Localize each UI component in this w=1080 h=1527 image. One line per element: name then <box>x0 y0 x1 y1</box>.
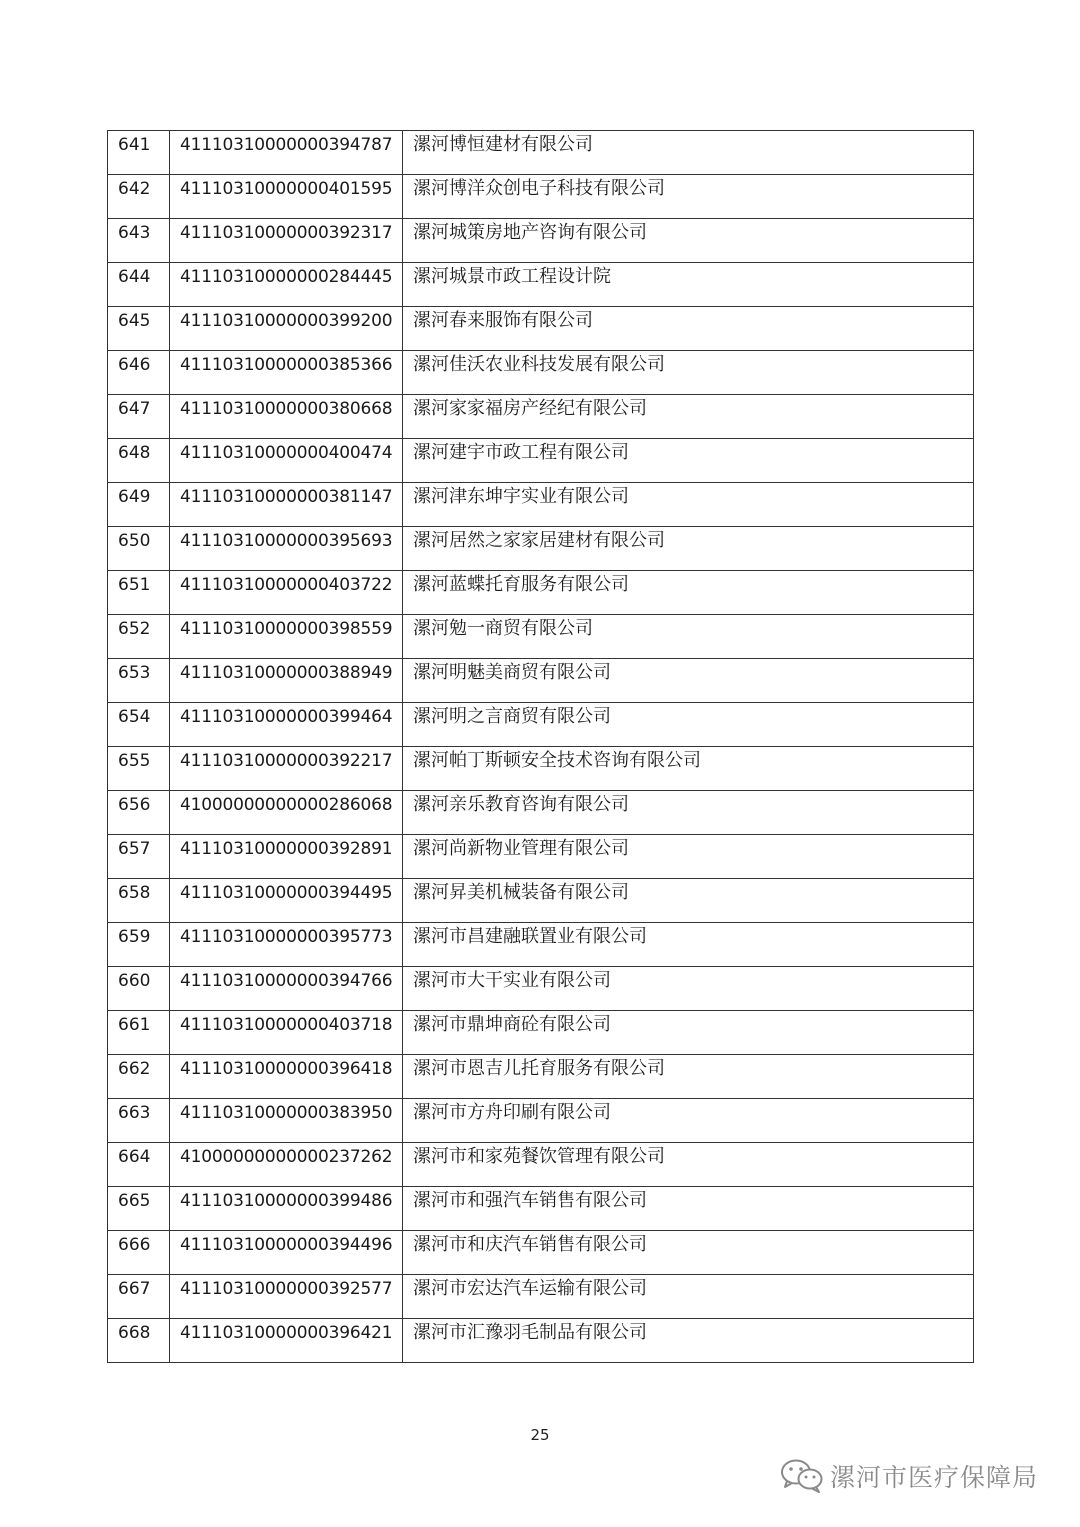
table-row <box>108 1143 974 1187</box>
row-number: 657 <box>108 835 170 879</box>
table-row <box>108 791 974 835</box>
row-company-name: 漯河博恒建材有限公司 <box>403 131 974 175</box>
row-number: 664 <box>108 1143 170 1187</box>
row-code: 41000000000000286068 <box>170 791 403 835</box>
row-number: 654 <box>108 703 170 747</box>
row-number: 643 <box>108 219 170 263</box>
row-company-name: 漯河建宇市政工程有限公司 <box>403 439 974 483</box>
watermark <box>780 1456 1038 1496</box>
row-number: 647 <box>108 395 170 439</box>
row-company-name: 漯河市和家苑餐饮管理有限公司 <box>403 1143 974 1187</box>
row-number: 652 <box>108 615 170 659</box>
row-number: 648 <box>108 439 170 483</box>
row-code: 41110310000000395693 <box>170 527 403 571</box>
row-number: 653 <box>108 659 170 703</box>
table-row <box>108 967 974 1011</box>
table-body <box>108 131 974 1363</box>
row-code: 41110310000000394766 <box>170 967 403 1011</box>
row-code: 41110310000000399464 <box>170 703 403 747</box>
row-company-name: 漯河市和庆汽车销售有限公司 <box>403 1231 974 1275</box>
row-number: 658 <box>108 879 170 923</box>
table-row <box>108 1099 974 1143</box>
row-number: 659 <box>108 923 170 967</box>
table-row <box>108 923 974 967</box>
table-row <box>108 307 974 351</box>
row-company-name: 漯河家家福房产经纪有限公司 <box>403 395 974 439</box>
row-company-name: 漯河市恩吉儿托育服务有限公司 <box>403 1055 974 1099</box>
row-number: 650 <box>108 527 170 571</box>
row-number: 642 <box>108 175 170 219</box>
table-row <box>108 835 974 879</box>
table-row <box>108 1319 974 1363</box>
row-code: 41110310000000403718 <box>170 1011 403 1055</box>
table-row <box>108 703 974 747</box>
table-row <box>108 1011 974 1055</box>
row-company-name: 漯河博洋众创电子科技有限公司 <box>403 175 974 219</box>
row-code: 41110310000000394496 <box>170 1231 403 1275</box>
row-number: 663 <box>108 1099 170 1143</box>
row-number: 645 <box>108 307 170 351</box>
row-number: 668 <box>108 1319 170 1363</box>
row-number: 655 <box>108 747 170 791</box>
table-row <box>108 439 974 483</box>
row-company-name: 漯河城策房地产咨询有限公司 <box>403 219 974 263</box>
table-row <box>108 395 974 439</box>
row-number: 641 <box>108 131 170 175</box>
table-row <box>108 263 974 307</box>
row-company-name: 漯河市昌建融联置业有限公司 <box>403 923 974 967</box>
table-row <box>108 1275 974 1319</box>
table-row <box>108 483 974 527</box>
row-code: 41000000000000237262 <box>170 1143 403 1187</box>
row-number: 661 <box>108 1011 170 1055</box>
row-number: 662 <box>108 1055 170 1099</box>
row-company-name: 漯河明之言商贸有限公司 <box>403 703 974 747</box>
row-company-name: 漯河市大干实业有限公司 <box>403 967 974 1011</box>
row-company-name: 漯河勉一商贸有限公司 <box>403 615 974 659</box>
row-company-name: 漯河亲乐教育咨询有限公司 <box>403 791 974 835</box>
table-row <box>108 1187 974 1231</box>
table-row <box>108 219 974 263</box>
table-row <box>108 527 974 571</box>
row-code: 41110310000000401595 <box>170 175 403 219</box>
row-code: 41110310000000380668 <box>170 395 403 439</box>
row-code: 41110310000000399200 <box>170 307 403 351</box>
table-row <box>108 1055 974 1099</box>
row-code: 41110310000000388949 <box>170 659 403 703</box>
row-code: 41110310000000394495 <box>170 879 403 923</box>
enterprise-table <box>107 130 974 1363</box>
table-row <box>108 1231 974 1275</box>
row-code: 41110310000000392891 <box>170 835 403 879</box>
table-row <box>108 131 974 175</box>
row-company-name: 漯河市方舟印刷有限公司 <box>403 1099 974 1143</box>
page-number: 25 <box>530 1426 550 1444</box>
row-company-name: 漯河市宏达汽车运输有限公司 <box>403 1275 974 1319</box>
row-code: 41110310000000398559 <box>170 615 403 659</box>
table-row <box>108 659 974 703</box>
wechat-icon <box>780 1458 824 1494</box>
row-number: 667 <box>108 1275 170 1319</box>
row-company-name: 漯河佳沃农业科技发展有限公司 <box>403 351 974 395</box>
row-number: 666 <box>108 1231 170 1275</box>
row-company-name: 漯河尚新物业管理有限公司 <box>403 835 974 879</box>
table-row <box>108 351 974 395</box>
row-number: 649 <box>108 483 170 527</box>
row-company-name: 漯河居然之家家居建材有限公司 <box>403 527 974 571</box>
table-row <box>108 571 974 615</box>
row-number: 660 <box>108 967 170 1011</box>
row-company-name: 漯河春来服饰有限公司 <box>403 307 974 351</box>
row-code: 41110310000000399486 <box>170 1187 403 1231</box>
row-company-name: 漯河蓝蝶托育服务有限公司 <box>403 571 974 615</box>
row-code: 41110310000000392217 <box>170 747 403 791</box>
table-row <box>108 615 974 659</box>
row-code: 41110310000000383950 <box>170 1099 403 1143</box>
row-code: 41110310000000396418 <box>170 1055 403 1099</box>
row-company-name: 漯河帕丁斯顿安全技术咨询有限公司 <box>403 747 974 791</box>
row-code: 41110310000000381147 <box>170 483 403 527</box>
row-company-name: 漯河津东坤宇实业有限公司 <box>403 483 974 527</box>
row-code: 41110310000000392577 <box>170 1275 403 1319</box>
row-company-name: 漯河明魅美商贸有限公司 <box>403 659 974 703</box>
row-code: 41110310000000385366 <box>170 351 403 395</box>
row-number: 651 <box>108 571 170 615</box>
row-code: 41110310000000284445 <box>170 263 403 307</box>
row-company-name: 漯河市汇豫羽毛制品有限公司 <box>403 1319 974 1363</box>
row-number: 644 <box>108 263 170 307</box>
table-row <box>108 175 974 219</box>
row-number: 646 <box>108 351 170 395</box>
table-row <box>108 879 974 923</box>
row-code: 41110310000000400474 <box>170 439 403 483</box>
row-number: 665 <box>108 1187 170 1231</box>
row-company-name: 漯河昇美机械装备有限公司 <box>403 879 974 923</box>
row-company-name: 漯河城景市政工程设计院 <box>403 263 974 307</box>
row-company-name: 漯河市和强汽车销售有限公司 <box>403 1187 974 1231</box>
row-code: 41110310000000396421 <box>170 1319 403 1363</box>
row-code: 41110310000000392317 <box>170 219 403 263</box>
table-row <box>108 747 974 791</box>
row-company-name: 漯河市鼎坤商砼有限公司 <box>403 1011 974 1055</box>
row-code: 41110310000000395773 <box>170 923 403 967</box>
row-code: 41110310000000403722 <box>170 571 403 615</box>
row-number: 656 <box>108 791 170 835</box>
row-code: 41110310000000394787 <box>170 131 403 175</box>
watermark-text: 漯河市医疗保障局 <box>830 1463 1039 1492</box>
